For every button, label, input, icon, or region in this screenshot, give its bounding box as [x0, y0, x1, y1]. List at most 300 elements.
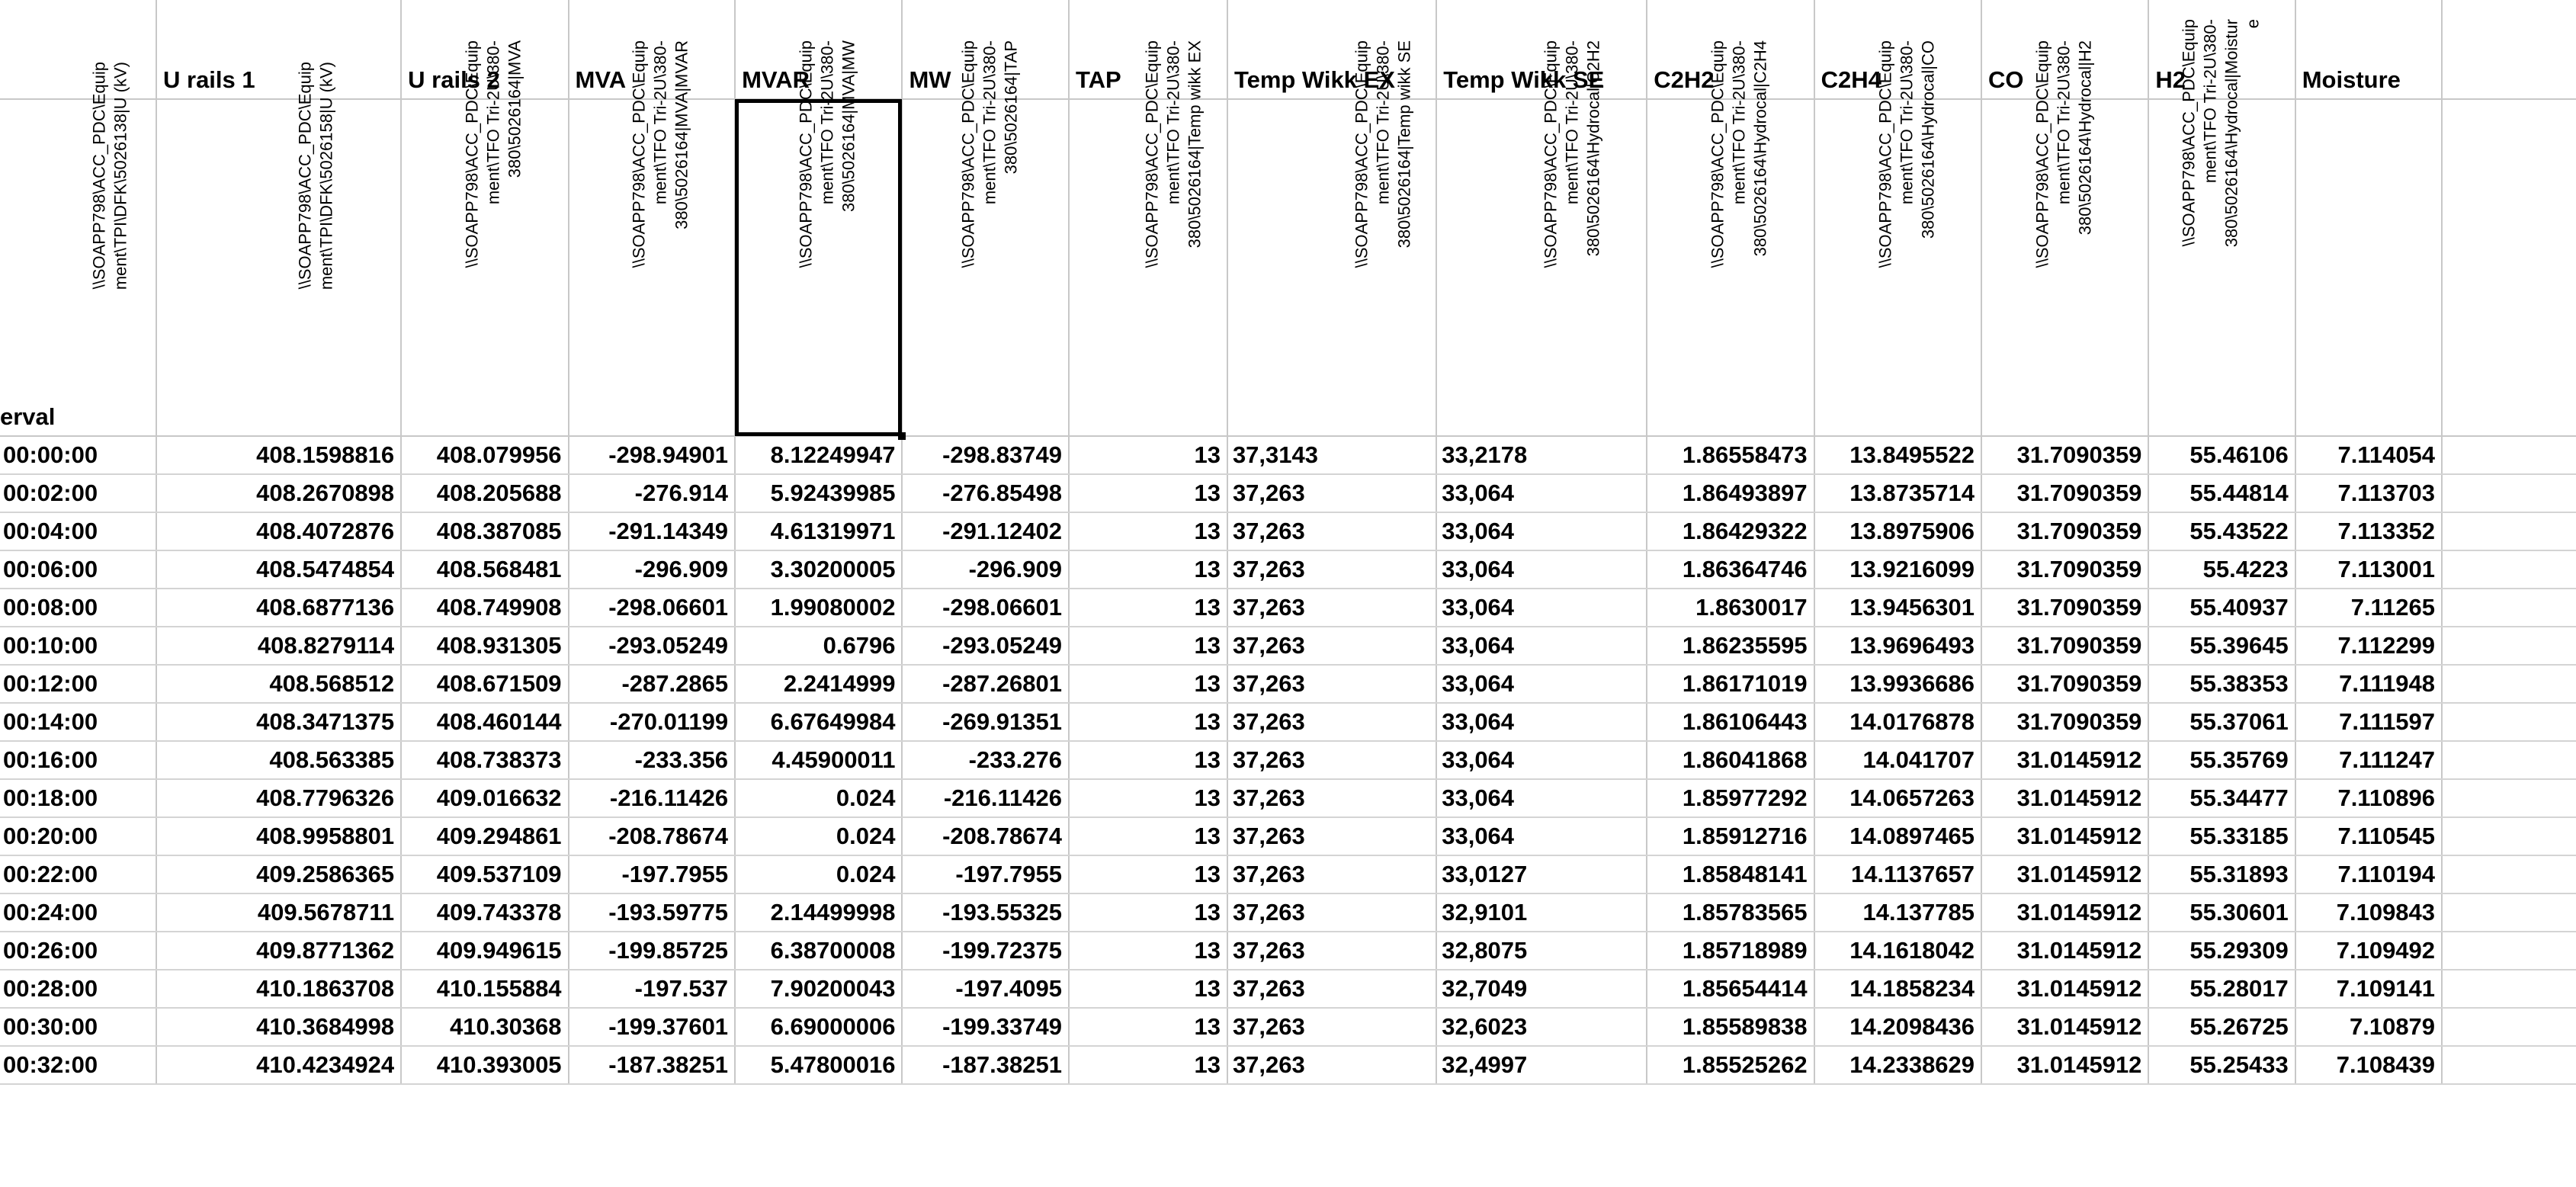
data-cell[interactable]: 408.7796326	[156, 779, 401, 817]
data-cell[interactable]: -296.909	[902, 550, 1069, 589]
data-cell[interactable]: -298.06601	[569, 589, 736, 627]
data-cell[interactable]: -233.356	[569, 741, 736, 779]
empty-cell[interactable]	[2442, 1046, 2576, 1084]
data-cell[interactable]: 13.8735714	[1814, 474, 1981, 512]
data-cell[interactable]: -291.14349	[569, 512, 736, 550]
data-cell[interactable]: 409.537109	[401, 855, 568, 893]
data-cell[interactable]: -298.83749	[902, 436, 1069, 474]
data-cell[interactable]: 7.111247	[2295, 741, 2442, 779]
column-header[interactable]: C2H4	[1814, 0, 1981, 99]
data-cell[interactable]: 8.12249947	[735, 436, 902, 474]
table-row	[0, 665, 2576, 703]
data-cell[interactable]: -298.94901	[569, 436, 736, 474]
table-row	[0, 436, 2576, 474]
data-cell[interactable]: 1.86235595	[1647, 627, 1814, 665]
data-cell[interactable]: -199.72375	[902, 932, 1069, 970]
data-cell[interactable]: 33,064	[1436, 589, 1647, 627]
data-cell[interactable]: -197.537	[569, 970, 736, 1008]
data-cell[interactable]: 13	[1069, 970, 1227, 1008]
data-cell[interactable]: 13	[1069, 741, 1227, 779]
empty-cell[interactable]	[2442, 589, 2576, 627]
interval-cell[interactable]: 00:28:00	[0, 970, 156, 1008]
data-cell[interactable]: 0.6796	[735, 627, 902, 665]
table-row	[0, 589, 2576, 627]
table-row	[0, 817, 2576, 855]
table-row	[0, 1046, 2576, 1084]
data-cell[interactable]: 37,263	[1227, 855, 1436, 893]
data-cell[interactable]: 4.45900011	[735, 741, 902, 779]
interval-cell[interactable]: 00:08:00	[0, 589, 156, 627]
data-cell[interactable]: 7.108439	[2295, 1046, 2442, 1084]
data-cell[interactable]: 13	[1069, 779, 1227, 817]
data-cell[interactable]: -269.91351	[902, 703, 1069, 741]
data-cell[interactable]: 14.2098436	[1814, 1008, 1981, 1046]
data-cell[interactable]: 7.109843	[2295, 893, 2442, 932]
interval-cell[interactable]: 00:06:00	[0, 550, 156, 589]
data-cell[interactable]: 37,263	[1227, 779, 1436, 817]
data-cell[interactable]: 0.024	[735, 779, 902, 817]
data-cell[interactable]: 31.0145912	[1981, 893, 2148, 932]
interval-header[interactable]	[0, 99, 156, 436]
data-cell[interactable]: -199.85725	[569, 932, 736, 970]
data-cell[interactable]: 31.0145912	[1981, 1008, 2148, 1046]
data-cell[interactable]: 409.2586365	[156, 855, 401, 893]
data-cell[interactable]: 37,263	[1227, 741, 1436, 779]
data-cell[interactable]: 14.0176878	[1814, 703, 1981, 741]
data-cell[interactable]: 6.38700008	[735, 932, 902, 970]
data-cell[interactable]: 408.568512	[156, 665, 401, 703]
data-cell[interactable]: 37,263	[1227, 512, 1436, 550]
data-cell[interactable]: 2.2414999	[735, 665, 902, 703]
tag-path-text: \\SOAPP798\ACC_PDC\Equip ment\TFO Tri-2U\380- 380\5026164\Hydrocal|Moistur e	[2179, 19, 2263, 248]
data-cell[interactable]: 31.0145912	[1981, 932, 2148, 970]
data-cell[interactable]: 14.2338629	[1814, 1046, 1981, 1084]
tag-path-text: \\SOAPP798\ACC_PDC\Equip ment\TPI\DFK\5026138|U (kV)	[89, 62, 130, 290]
data-cell[interactable]: 31.7090359	[1981, 474, 2148, 512]
interval-cell[interactable]: 00:00:00	[0, 436, 156, 474]
table-row	[0, 970, 2576, 1008]
data-cell[interactable]: 7.110194	[2295, 855, 2442, 893]
column-header[interactable]: U rails 1	[156, 0, 401, 99]
data-cell[interactable]: -276.914	[569, 474, 736, 512]
data-cell[interactable]: 409.8771362	[156, 932, 401, 970]
data-cell[interactable]: 14.041707	[1814, 741, 1981, 779]
data-cell[interactable]: -276.85498	[902, 474, 1069, 512]
tag-path-text: \\SOAPP798\ACC_PDC\Equip ment\TFO Tri-2U\380- 380\5026164\Hydrocal|C2H4	[1708, 40, 1770, 268]
data-cell[interactable]: 7.111948	[2295, 665, 2442, 703]
tag-row	[0, 99, 2576, 436]
empty-cell[interactable]	[2442, 550, 2576, 589]
column-header[interactable]: C2H2	[1647, 0, 1814, 99]
data-cell[interactable]: 13	[1069, 474, 1227, 512]
empty-cell[interactable]	[2442, 436, 2576, 474]
empty-cell[interactable]	[2442, 665, 2576, 703]
data-cell[interactable]: 408.563385	[156, 741, 401, 779]
data-cell[interactable]: 13	[1069, 627, 1227, 665]
data-cell[interactable]: 13	[1069, 932, 1227, 970]
data-cell[interactable]: 408.3471375	[156, 703, 401, 741]
data-cell[interactable]: 408.568481	[401, 550, 568, 589]
data-cell[interactable]: 409.016632	[401, 779, 568, 817]
data-cell[interactable]: 37,263	[1227, 932, 1436, 970]
data-cell[interactable]: 31.0145912	[1981, 779, 2148, 817]
interval-cell[interactable]: 00:12:00	[0, 665, 156, 703]
data-cell[interactable]: 1.85783565	[1647, 893, 1814, 932]
data-cell[interactable]: 55.43522	[2148, 512, 2295, 550]
data-cell[interactable]: 31.7090359	[1981, 665, 2148, 703]
data-cell[interactable]: 31.7090359	[1981, 436, 2148, 474]
data-cell[interactable]: 7.113001	[2295, 550, 2442, 589]
column-header[interactable]: CO	[1981, 0, 2148, 99]
data-cell[interactable]: 6.69000006	[735, 1008, 902, 1046]
data-cell[interactable]: -216.11426	[569, 779, 736, 817]
data-cell[interactable]: 55.29309	[2148, 932, 2295, 970]
data-cell[interactable]: 7.90200043	[735, 970, 902, 1008]
data-cell[interactable]: 1.86493897	[1647, 474, 1814, 512]
data-cell[interactable]: 55.30601	[2148, 893, 2295, 932]
data-cell[interactable]: 408.738373	[401, 741, 568, 779]
data-cell[interactable]: 33,064	[1436, 665, 1647, 703]
data-cell[interactable]: 7.11265	[2295, 589, 2442, 627]
data-cell[interactable]: 55.46106	[2148, 436, 2295, 474]
interval-cell[interactable]: 00:20:00	[0, 817, 156, 855]
data-cell[interactable]: 1.86429322	[1647, 512, 1814, 550]
data-cell[interactable]: 1.85718989	[1647, 932, 1814, 970]
data-cell[interactable]: 32,6023	[1436, 1008, 1647, 1046]
data-cell[interactable]: 31.0145912	[1981, 1046, 2148, 1084]
data-cell[interactable]: 55.39645	[2148, 627, 2295, 665]
data-cell[interactable]: 14.1858234	[1814, 970, 1981, 1008]
table-row	[0, 1008, 2576, 1046]
tag-path-text: \\SOAPP798\ACC_PDC\Equip ment\TFO Tri-2U\380- 380\5026164|MVA	[462, 40, 525, 268]
data-cell[interactable]: 33,064	[1436, 627, 1647, 665]
data-cell[interactable]: 410.3684998	[156, 1008, 401, 1046]
data-cell[interactable]: 14.1137657	[1814, 855, 1981, 893]
data-cell[interactable]: 55.26725	[2148, 1008, 2295, 1046]
column-header[interactable]: TAP	[1069, 0, 1227, 99]
data-cell[interactable]: 14.137785	[1814, 893, 1981, 932]
interval-cell[interactable]: 00:18:00	[0, 779, 156, 817]
data-cell[interactable]: 1.86558473	[1647, 436, 1814, 474]
data-cell[interactable]: 13	[1069, 1008, 1227, 1046]
data-cell[interactable]: 13.8495522	[1814, 436, 1981, 474]
interval-cell[interactable]: 00:16:00	[0, 741, 156, 779]
data-cell[interactable]: 13	[1069, 436, 1227, 474]
data-cell[interactable]: 31.0145912	[1981, 970, 2148, 1008]
data-cell[interactable]: 37,263	[1227, 703, 1436, 741]
data-cell[interactable]: 13	[1069, 703, 1227, 741]
data-cell[interactable]: 1.85848141	[1647, 855, 1814, 893]
empty-cell[interactable]	[2442, 99, 2576, 436]
data-cell[interactable]: -193.59775	[569, 893, 736, 932]
data-cell[interactable]: 0.024	[735, 817, 902, 855]
data-cell[interactable]: 1.85589838	[1647, 1008, 1814, 1046]
table-row	[0, 512, 2576, 550]
table-row	[0, 703, 2576, 741]
data-cell[interactable]: 13	[1069, 550, 1227, 589]
empty-cell[interactable]	[2442, 703, 2576, 741]
data-cell[interactable]: 37,263	[1227, 817, 1436, 855]
data-cell[interactable]: 409.743378	[401, 893, 568, 932]
data-cell[interactable]: -293.05249	[569, 627, 736, 665]
data-cell[interactable]: -208.78674	[569, 817, 736, 855]
data-cell[interactable]: 2.14499998	[735, 893, 902, 932]
data-cell[interactable]: 13.9456301	[1814, 589, 1981, 627]
data-cell[interactable]: 5.92439985	[735, 474, 902, 512]
data-cell[interactable]: 408.387085	[401, 512, 568, 550]
data-cell[interactable]: 31.7090359	[1981, 512, 2148, 550]
data-cell[interactable]: 33,064	[1436, 741, 1647, 779]
data-cell[interactable]: 55.35769	[2148, 741, 2295, 779]
empty-cell[interactable]	[2442, 741, 2576, 779]
data-cell[interactable]: 5.47800016	[735, 1046, 902, 1084]
tag-path-text: \\SOAPP798\ACC_PDC\Equip ment\TFO Tri-2U\380- 380\5026164\Hydrocal|C2H2	[1541, 40, 1603, 268]
interval-cell[interactable]: 00:22:00	[0, 855, 156, 893]
data-cell[interactable]: 33,0127	[1436, 855, 1647, 893]
data-cell[interactable]: 55.34477	[2148, 779, 2295, 817]
empty-cell[interactable]	[2442, 779, 2576, 817]
data-cell[interactable]: 13	[1069, 589, 1227, 627]
table-row	[0, 627, 2576, 665]
data-cell[interactable]: 37,263	[1227, 550, 1436, 589]
data-cell[interactable]: 408.079956	[401, 436, 568, 474]
tag-path-text: \\SOAPP798\ACC_PDC\Equip ment\TFO Tri-2U\380- 380\5026164|MVA|MVAR	[629, 40, 691, 268]
data-cell[interactable]: 37,263	[1227, 474, 1436, 512]
empty-cell[interactable]	[2442, 893, 2576, 932]
data-cell[interactable]: 0.024	[735, 855, 902, 893]
data-cell[interactable]: 55.40937	[2148, 589, 2295, 627]
data-cell[interactable]: 1.86041868	[1647, 741, 1814, 779]
data-cell[interactable]: 7.10879	[2295, 1008, 2442, 1046]
data-cell[interactable]: 7.112299	[2295, 627, 2442, 665]
column-header[interactable]: Temp Wikk SE	[1436, 0, 1647, 99]
data-cell[interactable]: 13	[1069, 1046, 1227, 1084]
data-cell[interactable]: 37,263	[1227, 970, 1436, 1008]
data-cell[interactable]: 55.44814	[2148, 474, 2295, 512]
column-header[interactable]: MVA	[569, 0, 736, 99]
empty-cell[interactable]	[2442, 932, 2576, 970]
data-cell[interactable]: 33,064	[1436, 512, 1647, 550]
data-cell[interactable]: 31.0145912	[1981, 741, 2148, 779]
column-header[interactable]: MVAR	[735, 0, 902, 99]
interval-cell[interactable]: 00:32:00	[0, 1046, 156, 1084]
data-cell[interactable]: 55.25433	[2148, 1046, 2295, 1084]
data-cell[interactable]: 7.113703	[2295, 474, 2442, 512]
data-cell[interactable]: 1.99080002	[735, 589, 902, 627]
empty-cell[interactable]	[2442, 970, 2576, 1008]
data-cell[interactable]: 1.85654414	[1647, 970, 1814, 1008]
data-cell[interactable]: 1.86171019	[1647, 665, 1814, 703]
data-cell[interactable]: 37,263	[1227, 589, 1436, 627]
data-cell[interactable]: 55.28017	[2148, 970, 2295, 1008]
data-cell[interactable]: 408.1598816	[156, 436, 401, 474]
data-cell[interactable]: -187.38251	[569, 1046, 736, 1084]
data-cell[interactable]: 33,064	[1436, 550, 1647, 589]
data-cell[interactable]: 31.7090359	[1981, 550, 2148, 589]
data-cell[interactable]: 410.155884	[401, 970, 568, 1008]
data-cell[interactable]: 1.85912716	[1647, 817, 1814, 855]
empty-cell[interactable]	[2442, 1008, 2576, 1046]
data-cell[interactable]: 14.1618042	[1814, 932, 1981, 970]
table-row	[0, 474, 2576, 512]
data-cell[interactable]: 37,263	[1227, 893, 1436, 932]
data-cell[interactable]: -197.4095	[902, 970, 1069, 1008]
data-cell[interactable]: 3.30200005	[735, 550, 902, 589]
data-cell[interactable]: -199.37601	[569, 1008, 736, 1046]
data-cell[interactable]: 7.109492	[2295, 932, 2442, 970]
column-header[interactable]: U rails 2	[401, 0, 568, 99]
data-cell[interactable]: 408.205688	[401, 474, 568, 512]
data-cell[interactable]: 37,263	[1227, 1008, 1436, 1046]
data-cell[interactable]: 408.671509	[401, 665, 568, 703]
data-cell[interactable]: 408.6877136	[156, 589, 401, 627]
data-cell[interactable]: 13	[1069, 817, 1227, 855]
header-cell-corner[interactable]	[0, 0, 156, 99]
data-cell[interactable]: 32,4997	[1436, 1046, 1647, 1084]
data-cell[interactable]: 410.393005	[401, 1046, 568, 1084]
data-cell[interactable]: 33,064	[1436, 703, 1647, 741]
data-cell[interactable]: -287.2865	[569, 665, 736, 703]
data-cell[interactable]: 13	[1069, 512, 1227, 550]
empty-cell[interactable]	[2442, 474, 2576, 512]
data-cell[interactable]: 408.931305	[401, 627, 568, 665]
data-cell[interactable]: -193.55325	[902, 893, 1069, 932]
table-row	[0, 779, 2576, 817]
data-cell[interactable]: 408.8279114	[156, 627, 401, 665]
data-cell[interactable]: -298.06601	[902, 589, 1069, 627]
data-cell[interactable]: 1.86106443	[1647, 703, 1814, 741]
data-cell[interactable]: 13.9216099	[1814, 550, 1981, 589]
data-cell[interactable]: 1.85977292	[1647, 779, 1814, 817]
interval-cell[interactable]: 00:14:00	[0, 703, 156, 741]
column-header[interactable]: Moisture	[2295, 0, 2442, 99]
column-header[interactable]: H2	[2148, 0, 2295, 99]
tag-path-text: \\SOAPP798\ACC_PDC\Equip ment\TFO Tri-2U\380- 380\5026164\Hydrocal|CO	[1875, 40, 1938, 268]
data-cell[interactable]: 6.67649984	[735, 703, 902, 741]
data-cell[interactable]: 13.8975906	[1814, 512, 1981, 550]
data-cell[interactable]: 32,8075	[1436, 932, 1647, 970]
data-cell[interactable]: 13	[1069, 893, 1227, 932]
data-cell[interactable]: 33,064	[1436, 817, 1647, 855]
data-cell[interactable]: 32,9101	[1436, 893, 1647, 932]
data-cell[interactable]: 7.111597	[2295, 703, 2442, 741]
tag-path-text: \\SOAPP798\ACC_PDC\Equip ment\TFO Tri-2U\380- 380\5026164|Temp wikk SE	[1352, 40, 1414, 268]
data-cell[interactable]: 13	[1069, 665, 1227, 703]
data-cell[interactable]: 31.7090359	[1981, 627, 2148, 665]
empty-cell[interactable]	[2442, 817, 2576, 855]
column-header[interactable]: Temp Wikk EX	[1227, 0, 1436, 99]
data-cell[interactable]: 55.38353	[2148, 665, 2295, 703]
data-cell[interactable]: 33,064	[1436, 474, 1647, 512]
interval-header-label: erval	[0, 403, 56, 430]
data-cell[interactable]: -296.909	[569, 550, 736, 589]
data-cell[interactable]: 55.4223	[2148, 550, 2295, 589]
data-cell[interactable]: 408.460144	[401, 703, 568, 741]
data-cell[interactable]: 409.949615	[401, 932, 568, 970]
data-cell[interactable]: 31.0145912	[1981, 817, 2148, 855]
data-cell[interactable]: 4.61319971	[735, 512, 902, 550]
table-row	[0, 550, 2576, 589]
empty-cell[interactable]	[2442, 627, 2576, 665]
tag-path-text: \\SOAPP798\ACC_PDC\Equip ment\TFO Tri-2U\380- 380\5026164|MVA|MW	[796, 40, 858, 268]
data-cell[interactable]: -208.78674	[902, 817, 1069, 855]
data-cell[interactable]: -197.7955	[902, 855, 1069, 893]
data-cell[interactable]: 31.0145912	[1981, 855, 2148, 893]
data-cell[interactable]: 408.4072876	[156, 512, 401, 550]
table-row	[0, 741, 2576, 779]
data-cell[interactable]: 37,3143	[1227, 436, 1436, 474]
data-cell[interactable]: 33,064	[1436, 779, 1647, 817]
data-cell[interactable]: 55.37061	[2148, 703, 2295, 741]
tag-path-text: \\SOAPP798\ACC_PDC\Equip ment\TFO Tri-2U\380- 380\5026164|TAP	[958, 40, 1021, 268]
interval-cell[interactable]: 00:24:00	[0, 893, 156, 932]
data-cell[interactable]: 1.86364746	[1647, 550, 1814, 589]
data-cell[interactable]: 32,7049	[1436, 970, 1647, 1008]
data-cell[interactable]: 37,263	[1227, 627, 1436, 665]
empty-cell[interactable]	[2442, 512, 2576, 550]
data-cell[interactable]: 409.294861	[401, 817, 568, 855]
data-cell[interactable]: 410.1863708	[156, 970, 401, 1008]
data-cell[interactable]: 55.31893	[2148, 855, 2295, 893]
data-cell[interactable]: 13.9936686	[1814, 665, 1981, 703]
data-cell[interactable]: 13	[1069, 855, 1227, 893]
data-cell[interactable]: 14.0657263	[1814, 779, 1981, 817]
data-cell[interactable]: 13.9696493	[1814, 627, 1981, 665]
empty-cell[interactable]	[2442, 855, 2576, 893]
empty-cell[interactable]	[2442, 0, 2576, 99]
interval-cell[interactable]: 00:26:00	[0, 932, 156, 970]
data-cell[interactable]: 1.85525262	[1647, 1046, 1814, 1084]
data-cell[interactable]: 1.8630017	[1647, 589, 1814, 627]
interval-cell[interactable]: 00:02:00	[0, 474, 156, 512]
data-cell[interactable]: -199.33749	[902, 1008, 1069, 1046]
data-cell[interactable]: -187.38251	[902, 1046, 1069, 1084]
data-cell[interactable]: 31.7090359	[1981, 589, 2148, 627]
tag-path-text: \\SOAPP798\ACC_PDC\Equip ment\TPI\DFK\5026158|U (kV)	[295, 62, 336, 290]
data-cell[interactable]: -197.7955	[569, 855, 736, 893]
data-cell[interactable]: 55.33185	[2148, 817, 2295, 855]
data-cell[interactable]: 408.2670898	[156, 474, 401, 512]
data-cell[interactable]: 409.5678711	[156, 893, 401, 932]
data-cell[interactable]: 7.114054	[2295, 436, 2442, 474]
data-cell[interactable]: -291.12402	[902, 512, 1069, 550]
data-cell[interactable]: 37,263	[1227, 665, 1436, 703]
data-cell[interactable]: 410.30368	[401, 1008, 568, 1046]
data-cell[interactable]: 7.110896	[2295, 779, 2442, 817]
tag-path-cell[interactable]	[2179, 19, 2442, 436]
data-cell[interactable]: 7.113352	[2295, 512, 2442, 550]
interval-cell[interactable]: 00:10:00	[0, 627, 156, 665]
data-cell[interactable]: -270.01199	[569, 703, 736, 741]
data-cell[interactable]: -293.05249	[902, 627, 1069, 665]
data-cell[interactable]: 410.4234924	[156, 1046, 401, 1084]
data-cell[interactable]: -287.26801	[902, 665, 1069, 703]
data-cell[interactable]: 37,263	[1227, 1046, 1436, 1084]
data-cell[interactable]: 31.7090359	[1981, 703, 2148, 741]
data-cell[interactable]: 7.110545	[2295, 817, 2442, 855]
column-header[interactable]: MW	[902, 0, 1069, 99]
data-cell[interactable]: 14.0897465	[1814, 817, 1981, 855]
interval-cell[interactable]: 00:04:00	[0, 512, 156, 550]
interval-cell[interactable]: 00:30:00	[0, 1008, 156, 1046]
data-cell[interactable]: 7.109141	[2295, 970, 2442, 1008]
data-cell[interactable]: 408.749908	[401, 589, 568, 627]
data-cell[interactable]: -216.11426	[902, 779, 1069, 817]
data-cell[interactable]: 408.9958801	[156, 817, 401, 855]
data-cell[interactable]: 408.5474854	[156, 550, 401, 589]
data-cell[interactable]: -233.276	[902, 741, 1069, 779]
data-cell[interactable]: 33,2178	[1436, 436, 1647, 474]
